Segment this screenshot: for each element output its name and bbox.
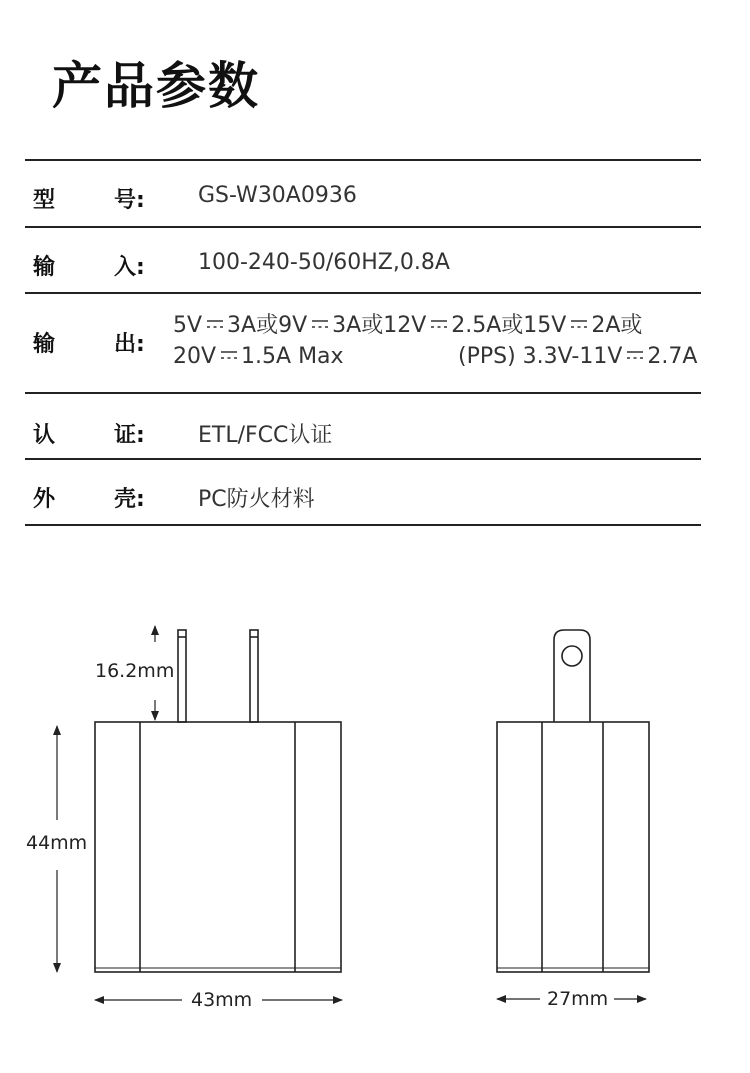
- spec-value: 2.7A: [647, 344, 698, 369]
- spec-label: 外: [33, 487, 56, 512]
- spec-label: 壳:: [114, 487, 145, 512]
- spec-value: 20V: [173, 344, 217, 369]
- spec-value: 2.5A或15V: [451, 313, 567, 338]
- prong-right: [250, 630, 258, 722]
- prong-left: [178, 630, 186, 722]
- spec-label: 入:: [114, 255, 145, 280]
- spec-value: GS-W30A0936: [198, 183, 357, 208]
- spec-value: ETL/FCC认证: [198, 423, 333, 448]
- page-title: 产品参数: [52, 57, 260, 115]
- spec-label: 输: [33, 332, 56, 357]
- prong-side: [554, 630, 590, 722]
- charger-body-side: [497, 722, 649, 972]
- spec-label: 输: [33, 255, 56, 280]
- depth-label: 27mm: [547, 988, 609, 1010]
- spec-label: 出:: [114, 332, 145, 357]
- spec-value: 2A或: [591, 313, 643, 338]
- spec-value: 100-240-50/60HZ,0.8A: [198, 250, 450, 275]
- prong-length-label: 16.2mm: [95, 660, 175, 682]
- spec-label: 认: [33, 423, 56, 448]
- spec-label: 号:: [114, 188, 145, 213]
- spec-value: 1.5A Max: [241, 344, 344, 369]
- spec-value: PC防火材料: [198, 487, 315, 512]
- side-view: [497, 630, 649, 972]
- spec-value: 3A或12V: [332, 313, 427, 338]
- spec-value: 5V: [173, 313, 203, 338]
- height-label: 44mm: [26, 832, 88, 854]
- spec-label: 证:: [114, 423, 145, 448]
- charger-body-front: [95, 722, 341, 972]
- spec-value: 3A或9V: [227, 313, 308, 338]
- spec-label: 型: [33, 188, 56, 213]
- width-label: 43mm: [191, 989, 253, 1011]
- spec-value: (PPS) 3.3V-11V: [458, 344, 623, 369]
